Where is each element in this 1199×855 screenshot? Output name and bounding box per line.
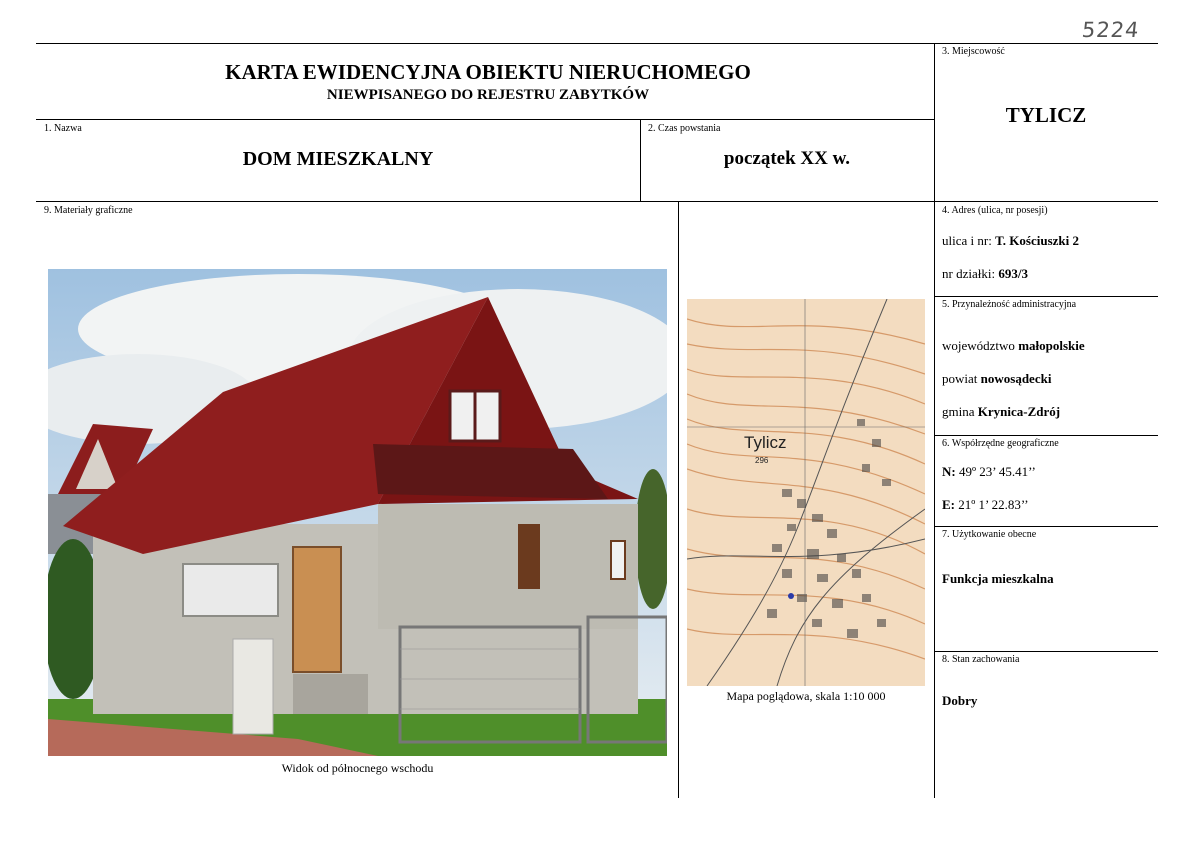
field-label-admin: 5. Przynależność administracyjna bbox=[942, 299, 1077, 310]
admin-voivodeship bbox=[942, 338, 1085, 354]
admin-county bbox=[942, 371, 1051, 387]
coordinate-e-prefix: E: bbox=[942, 497, 955, 512]
coordinate-n-prefix: N: bbox=[942, 464, 956, 479]
map-caption: Mapa poglądowa, skala 1:10 000 bbox=[726, 689, 886, 703]
address-street bbox=[942, 233, 1079, 249]
field-label-usage: 7. Użytkowanie obecne bbox=[942, 529, 1037, 540]
divider-row1 bbox=[36, 201, 1158, 202]
divider-address bbox=[934, 296, 1158, 297]
page-subtitle: NIEWPISANEGO DO REJESTRU ZABYTKÓW bbox=[326, 87, 650, 103]
divider-header bbox=[36, 119, 934, 120]
divider-right-column bbox=[934, 43, 935, 798]
divider-admin bbox=[934, 435, 1158, 436]
admin-commune-prefix: gmina bbox=[942, 404, 975, 419]
field-label-address: 4. Adres (ulica, nr posesji) bbox=[942, 205, 1048, 216]
handwritten-number: 5224 bbox=[1080, 18, 1141, 42]
map-place-label: Tylicz bbox=[744, 433, 787, 452]
date-value: początek XX w. bbox=[723, 148, 851, 169]
address-parcel bbox=[942, 266, 1028, 282]
condition-value: Dobry bbox=[942, 693, 978, 708]
admin-county-prefix: powiat bbox=[942, 371, 978, 386]
divider-usage bbox=[934, 651, 1158, 652]
top-border bbox=[36, 43, 1158, 44]
overview-map bbox=[687, 299, 925, 686]
field-label-condition: 8. Stan zachowania bbox=[942, 654, 1020, 665]
address-parcel-prefix: nr działki: bbox=[942, 266, 996, 281]
coordinate-n bbox=[942, 464, 1036, 480]
field-label-date: 2. Czas powstania bbox=[648, 123, 721, 134]
divider-coords bbox=[934, 526, 1158, 527]
address-parcel-value: 693/3 bbox=[998, 266, 1028, 281]
page-title: KARTA EWIDENCYJNA OBIEKTU NIERUCHOMEGO bbox=[225, 60, 751, 84]
admin-voivodeship-value: małopolskie bbox=[1018, 338, 1085, 353]
coordinate-n-value: 49º 23’ 45.41’’ bbox=[958, 464, 1036, 479]
building-photo bbox=[48, 269, 667, 756]
field-label-coordinates: 6. Współrzędne geograficzne bbox=[942, 438, 1059, 449]
divider-photo-map bbox=[678, 201, 679, 798]
coordinate-e-value: 21º 1’ 22.83’’ bbox=[958, 497, 1029, 512]
usage-value: Funkcja mieszkalna bbox=[942, 571, 1054, 586]
admin-voivodeship-prefix: województwo bbox=[942, 338, 1015, 353]
coordinate-e bbox=[942, 497, 1029, 513]
admin-commune-value: Krynica-Zdrój bbox=[977, 404, 1061, 419]
photo-caption: Widok od północnego wschodu bbox=[281, 761, 434, 775]
locality-value: TYLICZ bbox=[1005, 103, 1087, 127]
field-label-graphics: 9. Materiały graficzne bbox=[44, 205, 133, 216]
field-label-locality: 3. Miejscowość bbox=[942, 46, 1005, 57]
admin-county-value: nowosądecki bbox=[980, 371, 1052, 386]
map-place-elevation: 296 bbox=[755, 456, 769, 465]
address-street-prefix: ulica i nr: bbox=[942, 233, 992, 248]
address-street-value: T. Kościuszki 2 bbox=[995, 233, 1079, 248]
name-value: DOM MIESZKALNY bbox=[242, 148, 434, 170]
admin-commune bbox=[942, 404, 1060, 420]
field-label-name: 1. Nazwa bbox=[44, 123, 82, 134]
